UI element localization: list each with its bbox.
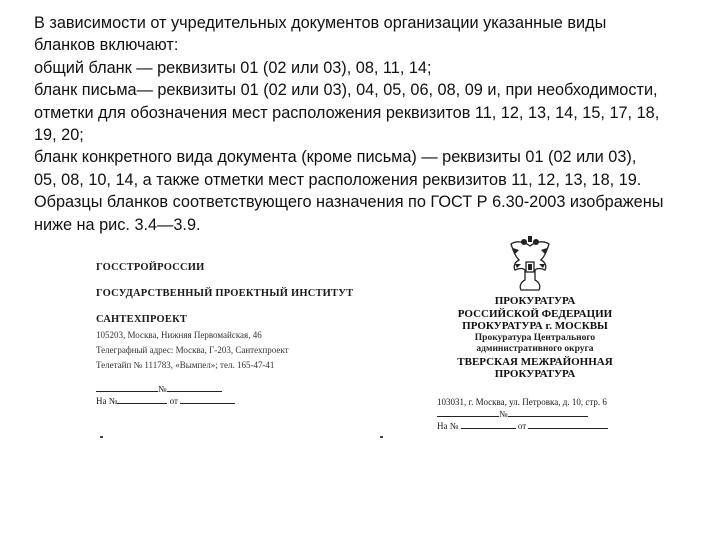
date-line: [96, 383, 158, 392]
text-line: бланков включают:: [34, 36, 179, 55]
from-label: от: [169, 396, 178, 406]
org-ministry: ГОССТРОЙРОССИИ: [96, 262, 205, 273]
from-line: [180, 395, 235, 404]
org-name: САНТЕХПРОЕКТ: [96, 314, 188, 325]
header-line: ТВЕРСКАЯ МЕЖРАЙОННАЯ: [457, 355, 613, 368]
date-line: [437, 408, 499, 417]
text-line: Образцы бланков соответствующего назначения по ГОСТ Р 6.30-2003 изображены: [34, 193, 664, 212]
text-line: бланк письма— реквизиты 01 (02 или 03), 04, 05, 06, 08, 09 и, при необходимости,: [34, 81, 658, 100]
text-line: отметки для обозначения мест расположения реквизитов 11, 12, 13, 14, 15, 17, 18,: [34, 103, 660, 122]
number-line: [508, 408, 588, 417]
text-line: ниже на рис. 3.4—3.9.: [34, 215, 201, 234]
text-line: 19, 20;: [34, 126, 84, 145]
letter-fields: [437, 396, 637, 432]
org-address: 105203, Москва, Нижняя Первомайская, 46: [96, 330, 262, 340]
letter-address: 103031, г. Москва, ул. Петровка, д. 10, стр. 6: [437, 397, 607, 407]
corner-mark: [380, 436, 383, 438]
header-line: ПРОКУРАТУРА: [494, 368, 576, 381]
text-line: бланк конкретного вида документа (кроме письма) — реквизиты 01 (02 или 03),: [34, 148, 637, 167]
from-line: [528, 420, 608, 429]
subheader-line: Прокуратура Центрального: [474, 332, 596, 343]
org-institute: ГОСУДАРСТВЕННЫЙ ПРОЕКТНЫЙ ИНСТИТУТ: [96, 288, 354, 299]
body-text: [34, 12, 684, 236]
corner-mark: [100, 436, 103, 438]
org-telegraph: Телеграфный адрес: Москва, Г-203, Сантехпроект: [96, 345, 289, 355]
text-line: общий бланк — реквизиты 01 (02 или 03), 08, 11, 14;: [34, 58, 432, 77]
text-line: В зависимости от учредительных документов организации указанные виды: [34, 14, 607, 32]
header-line: ПРОКУРАТУРА г. МОСКВЫ: [462, 320, 608, 333]
number-label: №: [158, 384, 167, 394]
subheader-line: административного округа: [476, 344, 594, 355]
org-phone: Телетайп № 111783, «Вымпел»; тел. 165-47-41: [96, 360, 275, 370]
reference-line: [461, 420, 516, 429]
from-label: от: [517, 421, 527, 431]
header-line: ПРОКУРАТУРА: [494, 295, 576, 307]
reference-label: На №: [437, 421, 459, 431]
reference-line: [117, 395, 167, 404]
text-line: 05, 08, 10, 14, а также отметки мест расположения реквизитов 11, 12, 13, 18, 19.: [34, 170, 642, 189]
registration-fields: [96, 383, 396, 407]
number-label: №: [499, 409, 508, 419]
header-line: РОССИЙСКОЙ ФЕДЕРАЦИИ: [457, 307, 613, 320]
coat-of-arms-icon: [505, 236, 555, 292]
sample-blank-letter: [430, 295, 640, 381]
number-line: [167, 383, 222, 392]
reference-label: На №: [96, 396, 118, 406]
sample-blank-general: [96, 262, 396, 442]
